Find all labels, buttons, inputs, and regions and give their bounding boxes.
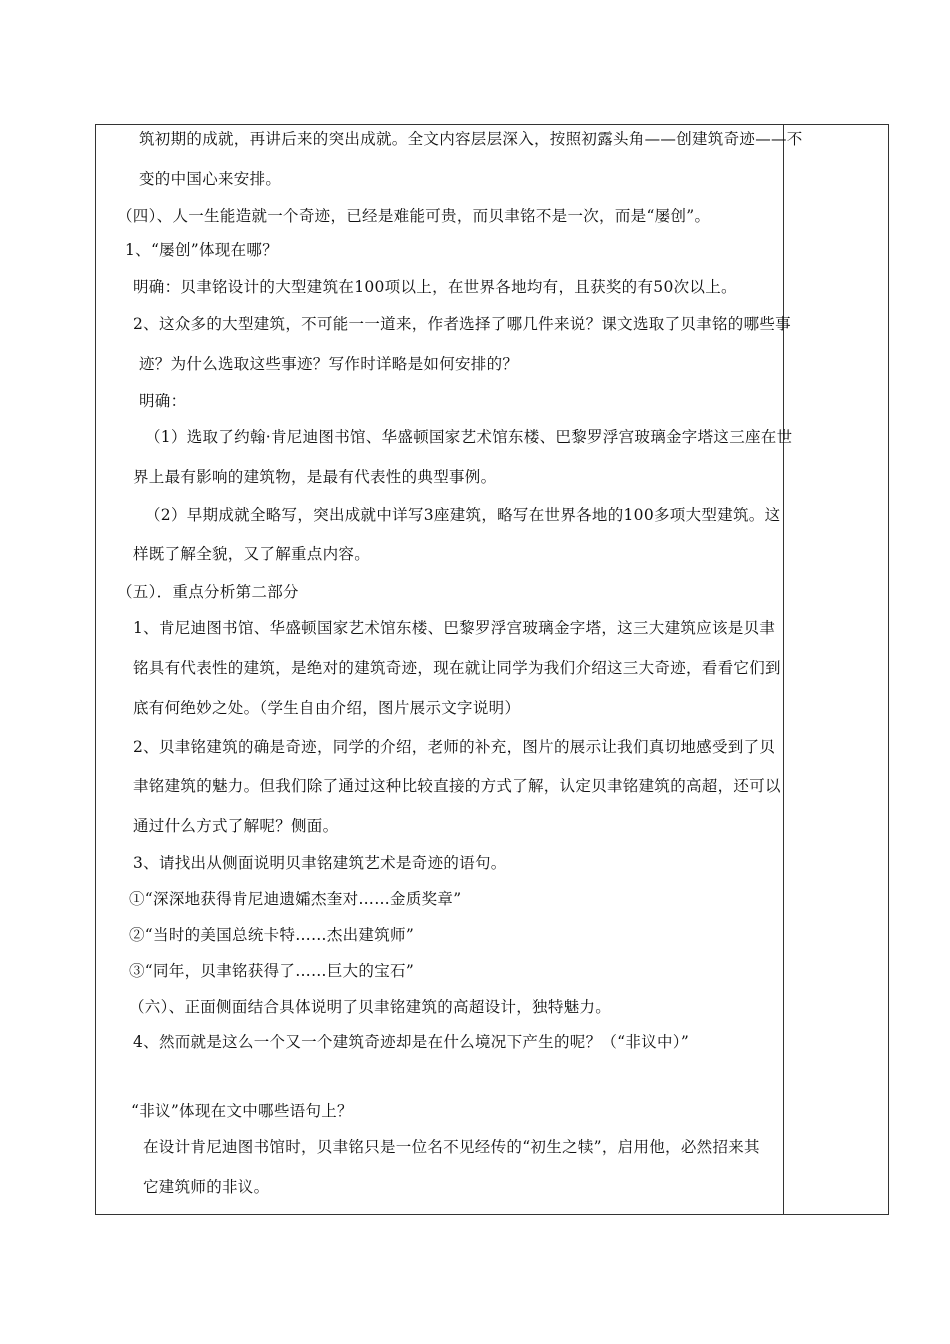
quote-item: ③“同年，贝聿铭获得了……巨大的宝石” (129, 962, 415, 980)
question: 2、贝聿铭建筑的确是奇迹，同学的介绍，老师的补充，图片的展示让我们真切地感受到了贝 (133, 738, 776, 756)
question-continued: 通过什么方式了解呢？侧面。 (133, 817, 339, 835)
answer-point-continued: 界上最有影响的建筑物，是最有代表性的典型事例。 (133, 468, 497, 486)
question: “非议”体现在文中哪些语句上？ (131, 1102, 353, 1120)
question: 1、“屡创”体现在哪？ (125, 241, 279, 259)
question: 1、肯尼迪图书馆、华盛顿国家艺术馆东楼、巴黎罗浮宫玻璃金字塔，这三大建筑应该是贝聿 (133, 619, 776, 637)
table-column-divider (783, 124, 784, 1215)
quote-item: ①“深深地获得肯尼迪遗孀杰奎对……金质奖章” (129, 890, 462, 908)
answer-label: 明确： (139, 392, 187, 410)
section-heading: （六）、正面侧面结合具体说明了贝聿铭建筑的高超设计，独特魅力。 (129, 998, 612, 1016)
question: 4、然而就是这么一个又一个建筑奇迹却是在什么境况下产生的呢？（“非议中）” (133, 1033, 690, 1051)
question-continued: 铭具有代表性的建筑，是绝对的建筑奇迹，现在就让同学为我们介绍这三大奇迹，看看它们到 (133, 659, 781, 677)
answer-point-continued: 样既了解全貌，又了解重点内容。 (133, 545, 371, 563)
section-heading: （五）．重点分析第二部分 (117, 583, 299, 601)
answer-point: （1）选取了约翰·肯尼迪图书馆、华盛顿国家艺术馆东楼、巴黎罗浮宫玻璃金字塔这三座在世 (145, 428, 793, 446)
answer: 明确：贝聿铭设计的大型建筑在100项以上，在世界各地均有，且获奖的有50次以上。 (133, 278, 737, 296)
question: 3、请找出从侧面说明贝聿铭建筑艺术是奇迹的语句。 (133, 854, 507, 872)
question-continued: 迹？为什么选取这些事迹？写作时详略是如何安排的？ (139, 355, 519, 373)
text-line: 筑初期的成就，再讲后来的突出成就。全文内容层层深入，按照初露头角——创建筑奇迹——不 (139, 130, 803, 148)
section-heading: （四）、人一生能造就一个奇迹，已经是难能可贵，而贝聿铭不是一次，而是“屡创”。 (117, 207, 711, 225)
text-line: 变的中国心来安排。 (139, 170, 282, 188)
answer-continued: 它建筑师的非议。 (143, 1178, 270, 1196)
question: 2、这众多的大型建筑，不可能一一道来，作者选择了哪几件来说？课文选取了贝聿铭的哪些事 (133, 315, 791, 333)
answer: 在设计肯尼迪图书馆时，贝聿铭只是一位名不见经传的“初生之犊”，启用他，必然招来其 (143, 1138, 760, 1156)
question-continued: 聿铭建筑的魅力。但我们除了通过这种比较直接的方式了解，认定贝聿铭建筑的高超，还可以 (133, 777, 781, 795)
quote-item: ②“当时的美国总统卡特……杰出建筑师” (129, 926, 415, 944)
question-continued: 底有何绝妙之处。（学生自由介绍，图片展示文字说明） (133, 699, 521, 717)
answer-point: （2）早期成就全略写，突出成就中详写3座建筑，略写在世界各地的100多项大型建筑。这 (145, 506, 781, 524)
